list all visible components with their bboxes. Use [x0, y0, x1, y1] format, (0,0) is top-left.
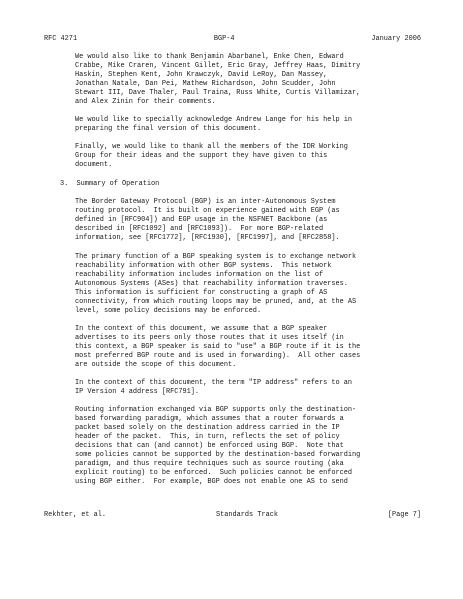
text-line: Crabbe, Mike Craren, Vincent Gillet, Eric Gray, Jeffrey Haas, Dimitry [75, 62, 361, 70]
text-line: paradigm, and thus require techniques such as source routing (aka [75, 460, 344, 468]
text-line: Haskin, Stephen Kent, John Krawczyk, David LeRoy, Dan Massey, [75, 71, 328, 79]
text-line: most preferred BGP route and is used in forwarding). All other cases [75, 352, 361, 360]
text-line: In the context of this document, the term "IP address" refers to an [75, 379, 353, 387]
text-line: packet based solely on the destination address carried in the IP [75, 424, 340, 432]
text-line: decisions that can (and cannot) be enforced using BGP. Note that [75, 442, 344, 450]
section-heading: 3. Summary of Operation [60, 180, 160, 188]
text-line: Autonomous Systems (ASes) that reachability information traverses. [75, 280, 348, 288]
text-line: some policies cannot be supported by the destination-based forwarding [75, 451, 361, 459]
footer-status: Standards Track [215, 511, 278, 519]
text-line: reachability information with other BGP systems. This network [75, 262, 332, 270]
text-line: document. [75, 161, 113, 169]
text-line: described in [RFC1092] and [RFC1093]). For more BGP-related [75, 225, 324, 233]
text-line: IP Version 4 address [RFC791]. [75, 388, 200, 396]
text-line: level, some policy decisions may be enforced. [75, 307, 262, 315]
text-line: this context, a BGP speaker is said to "use" a BGP route if it is the [75, 343, 361, 351]
text-line: The Border Gateway Protocol (BGP) is an inter-Autonomous System [75, 198, 336, 206]
text-line: advertises to its peers only those routes that it uses itself (in [75, 334, 344, 342]
running-header [44, 35, 421, 44]
text-line: information, see [RFC1772], [RFC1930], [RFC1997], and [RFC2858]. [75, 234, 340, 242]
header-title: BGP-4 [213, 35, 235, 43]
header-rfc-number: RFC 4271 [44, 35, 78, 43]
text-line: are outside the scope of this document. [75, 361, 237, 369]
text-line: reachability information includes information on the list of [75, 271, 324, 279]
text-line: We would also like to thank Benjamin Abarbanel, Enke Chen, Edward [75, 53, 344, 61]
text-line: We would like to specially acknowledge Andrew Lange for his help in [75, 116, 353, 124]
running-footer [44, 511, 421, 520]
text-line: preparing the final version of this document. [75, 125, 262, 133]
text-line: Group for their ideas and the support they have given to this [75, 152, 328, 160]
text-line: based forwarding paradigm, which assumes that a router forwards a [75, 415, 344, 423]
text-line: and Alex Zinin for their comments. [75, 98, 216, 106]
text-line: connectivity, from which routing loops may be pruned, and, at the AS [75, 298, 357, 306]
footer-authors: Rekhter, et al. [44, 511, 107, 519]
text-line: Stewart III, Dave Thaler, Paul Traina, Russ White, Curtis Villamizar, [75, 89, 361, 97]
text-line: defined in [RFC904]) and EGP usage in the NSFNET Backbone (as [75, 216, 328, 224]
header-date: January 2006 [371, 35, 421, 43]
text-line: using BGP either. For example, BGP does not enable one AS to send [75, 478, 348, 486]
text-line: Routing information exchanged via BGP supports only the destination- [75, 406, 357, 414]
text-line: header of the packet. This, in turn, reflects the set of policy [75, 433, 340, 441]
text-line: Jonathan Natale, Dan Pei, Mathew Richardson, John Scudder, John [75, 80, 336, 88]
text-line: This information is sufficient for constructing a graph of AS [75, 289, 328, 297]
text-line: Finally, we would like to thank all the members of the IDR Working [75, 143, 348, 151]
text-line: In the context of this document, we assume that a BGP speaker [75, 325, 328, 333]
text-line: routing protocol. It is built on experience gained with EGP (as [75, 207, 340, 215]
text-line: The primary function of a BGP speaking system is to exchange network [75, 253, 357, 261]
text-line: explicit routing) to be enforced. Such policies cannot be enforced [75, 469, 353, 477]
footer-page-number: [Page 7] [387, 511, 421, 519]
